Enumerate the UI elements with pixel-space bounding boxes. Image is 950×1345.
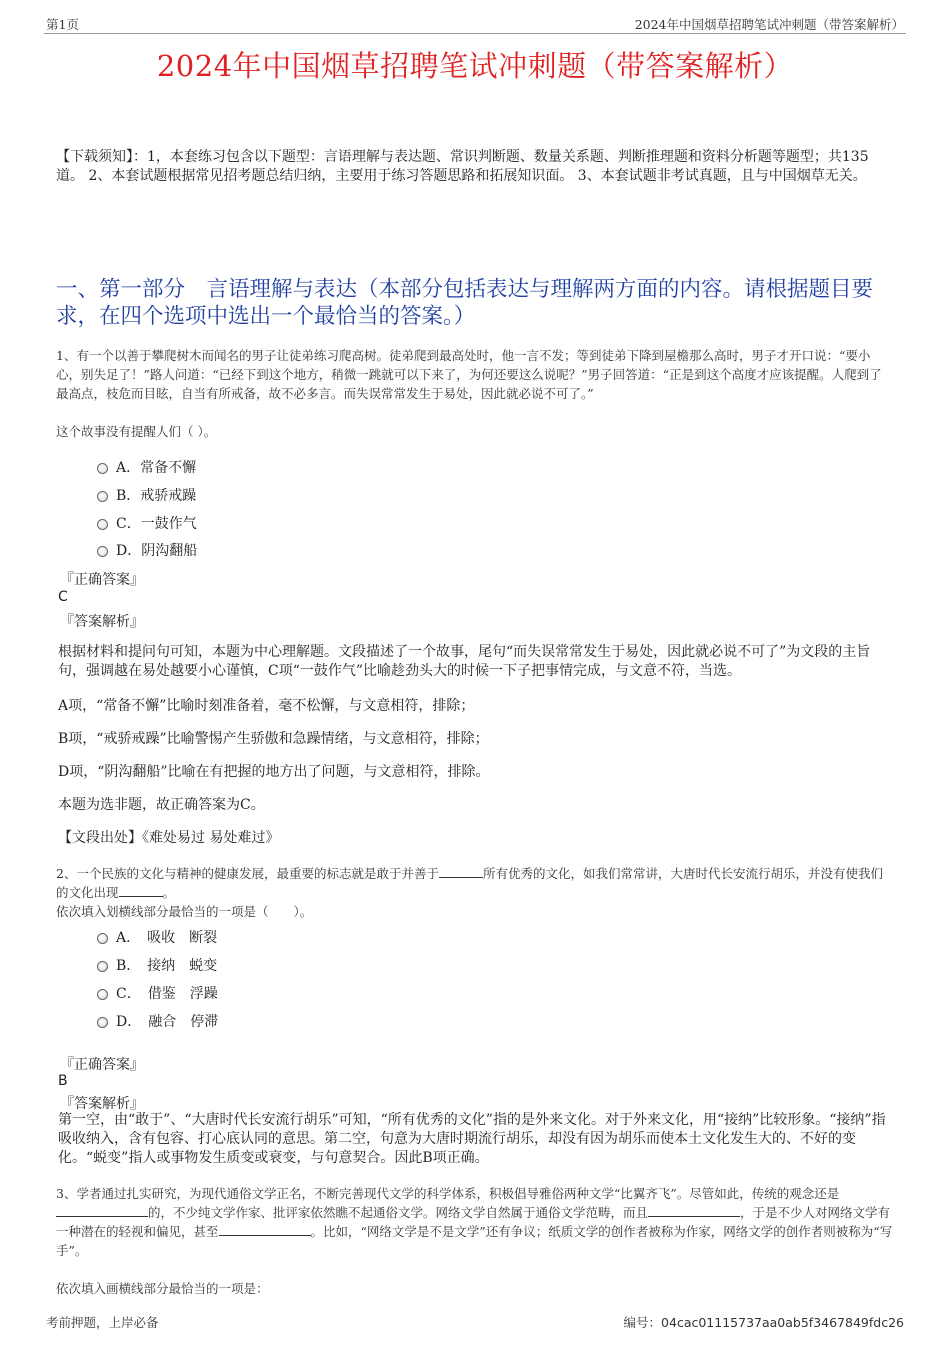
option-label: B． 接纳 蜕变 bbox=[116, 958, 218, 974]
option-label: A．常备不懈 bbox=[116, 460, 197, 476]
radio-icon[interactable] bbox=[97, 546, 108, 557]
q1-option-d[interactable] bbox=[97, 540, 197, 560]
footer-slogan: 考前押题，上岸必备 bbox=[46, 1315, 159, 1330]
q1-analysis-main: 根据材料和提问句可知，本题为中心理解题。文段描述了一个故事，尾句“而失误常常发生于易处，因此就必说不可了”为文段的主旨句，强调越在易处越要小心谨慎，C项“一鼓作气”比喻趁劲头大的时候一下子把事情完成，与文意不符，当选。 bbox=[58, 644, 871, 679]
q1-analysis-d: D项，“阴沟翻船”比喻在有把握的地方出了问题，与文意相符，排除。 bbox=[58, 764, 490, 780]
q1-stem: 1、有一个以善于攀爬树木而闻名的男子让徒弟练习爬高树。徒弟爬到最高处时，他一言不发；等到徒弟下降到屋檐那么高时，男子才开口说：“要小心，别失足了！”路人问道：“已经下到这个地方，稍微一跳就可以下来了，为何还要这么说呢？”男子回答道：“正是到这个高度才应该提醒。人爬到了最高点，枝危而目眩，自当有所戒备，故不必多言。而失误常常发生于易处，因此就必说不可了。” bbox=[56, 348, 882, 401]
radio-icon[interactable] bbox=[97, 933, 108, 944]
q2-option-a[interactable] bbox=[97, 927, 217, 947]
q2-ask: 依次填入划横线部分最恰当的一项是（ ）。 bbox=[56, 904, 313, 919]
radio-icon[interactable] bbox=[97, 961, 108, 972]
q2-stem-part: 所有优秀的文化，如我们常常讲，大唐时代长安流行胡乐，并没有使我们的文化出现 bbox=[56, 866, 883, 900]
q2-option-b[interactable] bbox=[97, 955, 217, 975]
q1-source: 【文段出处】《难处易过 易处难过》 bbox=[58, 830, 280, 846]
option-label: D． 融合 停滞 bbox=[116, 1014, 219, 1030]
q2-analysis-label: 『答案解析』 bbox=[60, 1096, 144, 1112]
radio-icon[interactable] bbox=[97, 1017, 108, 1028]
footer-code-label: 编号： bbox=[623, 1315, 662, 1330]
q2-stem-part: 2、一个民族的文化与精神的健康发展，最重要的标志就是敢于并善于 bbox=[56, 866, 439, 881]
q2-option-c[interactable] bbox=[97, 983, 218, 1003]
page-title: 2024年中国烟草招聘笔试冲刺题（带答案解析） bbox=[156, 49, 794, 83]
q2-stem-part: 。 bbox=[162, 885, 176, 900]
q1-answer-label: 『正确答案』 bbox=[60, 572, 144, 588]
radio-icon[interactable] bbox=[97, 989, 108, 1000]
q3-stem-part: 3、学者通过扎实研究，为现代通俗文学正名，不断完善现代文学的科学体系，积极倡导雅俗两种文学“比翼齐飞”。尽管如此，传统的观念还是 bbox=[56, 1186, 840, 1201]
option-label: D．阴沟翻船 bbox=[116, 543, 198, 559]
header-divider bbox=[44, 33, 906, 34]
radio-icon[interactable] bbox=[97, 463, 108, 474]
fill-blank bbox=[119, 884, 163, 897]
q2-stem bbox=[56, 864, 894, 902]
option-label: A． 吸收 断裂 bbox=[116, 930, 218, 946]
q3-stem-part: 。比如，“网络文学是不是文学”还有争议；纸质文学的创作者被称为作家，网络文学的创作者则被称为“写手”。 bbox=[56, 1224, 893, 1258]
q1-analysis-label: 『答案解析』 bbox=[60, 614, 144, 630]
fill-blank bbox=[219, 1223, 311, 1236]
header-doc-title: 2024年中国烟草招聘笔试冲刺题（带答案解析） bbox=[634, 17, 904, 32]
q1-analysis-b: B项，“戒骄戒躁”比喻警惕产生骄傲和急躁情绪，与文意相符，排除； bbox=[58, 731, 489, 747]
q2-option-d[interactable] bbox=[97, 1011, 218, 1031]
section-heading: 一、第一部分 言语理解与表达（本部分包括表达与理解两方面的内容。请根据题目要求，在四个选项中选出一个最恰当的答案。） bbox=[56, 277, 874, 329]
option-label: B．戒骄戒躁 bbox=[116, 488, 197, 504]
q3-stem-part: ，于是不少人对网络文学有一种潜在的轻视和偏见，甚至 bbox=[56, 1205, 891, 1239]
q2-analysis: 第一空，由“敢于”、“大唐时代长安流行胡乐”可知，“所有优秀的文化”指的是外来文化。对于外来文化，用“接纳”比较形象。“接纳”指吸收纳入，含有包容、打心底认同的意思。第二空，句意为大唐时期流行胡乐，却没有因为胡乐而使本土文化发生大的、不好的变化。“蜕变”指人或事物发生质变或衰变，与句意契合。因此B项正确。 bbox=[58, 1112, 886, 1166]
footer-code bbox=[624, 1313, 904, 1331]
q3-ask: 依次填入画横线部分最恰当的一项是： bbox=[56, 1281, 269, 1296]
q3-stem bbox=[56, 1184, 894, 1260]
q3-stem-part: 的，不少纯文学作家、批评家依然瞧不起通俗文学。网络文学自然属于通俗文学范畴，而且 bbox=[148, 1205, 649, 1220]
fill-blank bbox=[56, 1204, 148, 1217]
radio-icon[interactable] bbox=[97, 491, 108, 502]
page-number: 第1页 bbox=[46, 17, 79, 32]
fill-blank bbox=[648, 1204, 740, 1217]
q1-option-b[interactable] bbox=[97, 485, 196, 505]
download-notice: 【下载须知】：1，本套练习包含以下题型：言语理解与表达题、常识判断题、数量关系题、判断推理题和资料分析题等题型；共135道。 2、本套试题根据常见招考题总结归纳，主要用于练习答题思路和拓展知识面。 3、本套试题非考试真题，且与中国烟草无关。 bbox=[56, 149, 869, 184]
q1-answer: C bbox=[58, 589, 68, 605]
option-label: C．一鼓作气 bbox=[116, 516, 197, 532]
q1-option-a[interactable] bbox=[97, 457, 196, 477]
q2-answer-label: 『正确答案』 bbox=[60, 1057, 144, 1073]
footer-code-value: 04cac01115737aa0ab5f3467849fdc26 bbox=[661, 1315, 904, 1330]
option-label: C． 借鉴 浮躁 bbox=[116, 986, 218, 1002]
fill-blank bbox=[439, 865, 483, 878]
q1-analysis-conclusion: 本题为选非题，故正确答案为C。 bbox=[58, 797, 265, 813]
q2-answer: B bbox=[58, 1073, 68, 1089]
q1-option-c[interactable] bbox=[97, 513, 197, 533]
q1-ask: 这个故事没有提醒人们（ ）。 bbox=[56, 424, 217, 439]
q1-analysis-a: A项，“常备不懈”比喻时刻准备着，毫不松懈，与文意相符，排除； bbox=[58, 698, 475, 714]
radio-icon[interactable] bbox=[97, 519, 108, 530]
